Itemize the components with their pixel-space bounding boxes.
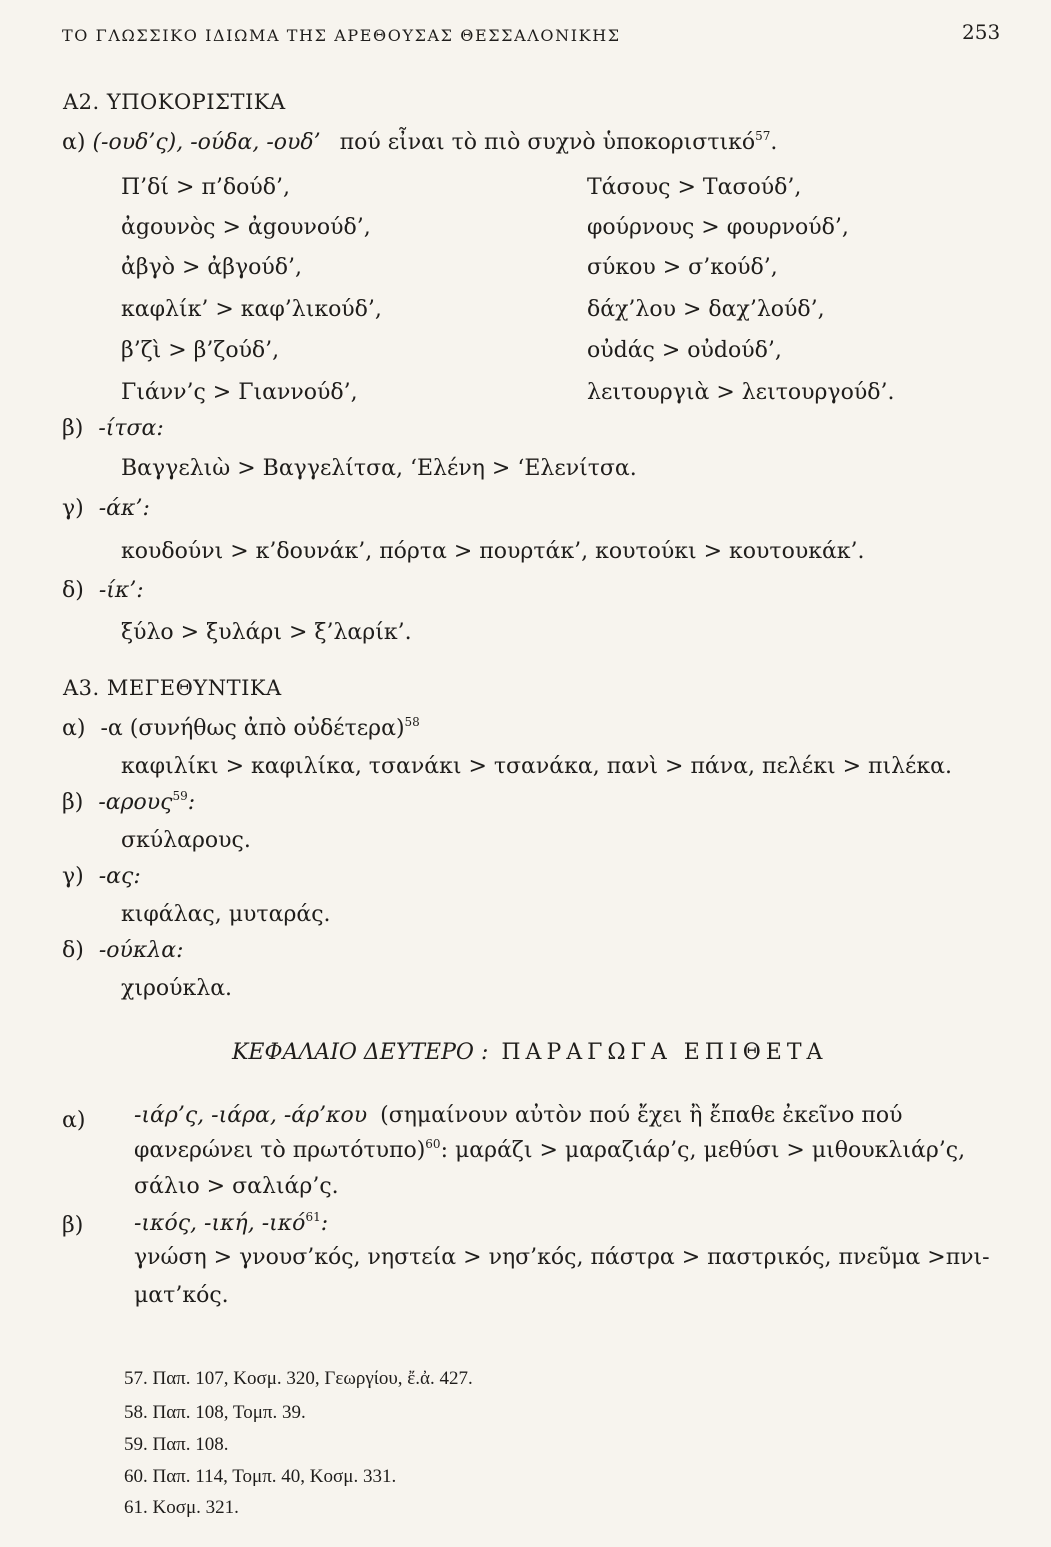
footnote-57: 57. Παπ. 107, Κοσμ. 320, Γεωργίου, ἔ.ἀ. 427. (124, 1368, 473, 1389)
example-right-3: σύκου > σ’κούδ’, (587, 255, 778, 280)
adj-item-b-line1: γνώση > γνουσ’κός, νηστεία > νησ’κός, πάστρα > παστρικός, πνεῦμα >πνι- (134, 1245, 990, 1270)
footnote-ref: 59 (172, 789, 188, 803)
colon: : (320, 1211, 329, 1236)
a2-item-b (62, 416, 164, 441)
a2-item-c-example: κουδούνι > κ’δουνάκ’, πόρτα > πουρτάκ’, κουτούκι > κουτουκάκ’. (121, 539, 865, 564)
a3-item-a-example: καφιλίκι > καφιλίκα, τσανάκι > τσανάκα, πανὶ > πάνα, πελέκι > πιλέκα. (121, 754, 953, 779)
item-label: γ) (62, 864, 84, 889)
chapter-label: ΚΕΦΑΛΑΙΟ ΔΕΥΤΕΡΟ : (232, 1040, 489, 1065)
footnote-ref: 57 (755, 129, 771, 143)
footnote-58: 58. Παπ. 108, Τομπ. 39. (124, 1402, 306, 1423)
suffix: -άκ’: (98, 496, 150, 521)
adj-item-a-line3: σάλιο > σαλιάρ’ς. (134, 1174, 339, 1199)
footnote-ref: 60 (425, 1137, 441, 1151)
adj-item-a-label: α) (62, 1108, 86, 1133)
a2-item-d (62, 578, 144, 603)
a3-item-b-example: σκύλαρους. (121, 828, 251, 853)
footnote-60: 60. Παπ. 114, Τομπ. 40, Κοσμ. 331. (124, 1466, 397, 1487)
example-left-5: β’ζὶ > β’ζούδ’, (121, 338, 280, 363)
line-text: φανερώνει τὸ πρωτότυπο) (134, 1138, 426, 1163)
adj-item-a-line2 (134, 1138, 965, 1163)
a3-item-c-example: κιφάλας, μυταράς. (121, 902, 331, 927)
example-left-1: Π’δί > π’δούδ’, (121, 175, 291, 200)
item-text: -α (συνήθως ἀπὸ οὐδέτερα) (100, 716, 405, 741)
suffix-list: (-ουδ’ς), -ούδα, -ουδ’ (92, 130, 321, 155)
suffix: -ίτσα: (98, 416, 164, 441)
line-text: (σημαίνουν αὐτὸν πού ἔχει ἢ ἔπαθε ἐκεῖνο πού (380, 1103, 903, 1128)
example-left-3: ἀβγὸ > ἀβγούδ’, (121, 255, 302, 280)
suffix: -ούκλα: (98, 938, 184, 963)
suffix: -ίκ’: (98, 578, 144, 603)
a2-item-a (62, 130, 777, 155)
a3-item-b (62, 790, 195, 815)
example-right-2: φούρνους > φουρνούδ’, (587, 215, 849, 240)
item-label: β) (62, 416, 84, 441)
line-text-cont: : μαράζι > μαραζιάρ’ς, μεθύσι > μιθουκλιάρ’ς, (440, 1138, 966, 1163)
item-label: α) (62, 130, 86, 155)
footnote-ref: 61 (305, 1210, 321, 1224)
suffix-list: -ιάρ’ς, -ιάρα, -άρ’κου (134, 1103, 368, 1128)
a3-item-d-example: χιρούκλα. (121, 976, 233, 1001)
item-label: α) (62, 716, 86, 741)
adj-item-b-suffixes (134, 1211, 328, 1236)
item-label: γ) (62, 496, 84, 521)
item-label: δ) (62, 578, 84, 603)
a2-item-c (62, 496, 150, 521)
adj-item-a-line1 (134, 1103, 902, 1128)
example-right-5: οὐdάς > οὐdούδ’, (587, 338, 782, 363)
suffix-list: -ικός, -ική, -ικό (134, 1211, 306, 1236)
period: . (770, 130, 778, 155)
a3-item-c (62, 864, 141, 889)
a3-item-d (62, 938, 184, 963)
example-left-4: καφλίκ’ > καφ’λικούδ’, (121, 297, 382, 322)
example-left-2: ἀgουνὸς > ἀgουνούδ’, (121, 215, 371, 240)
section-heading-a3: Α3. ΜΕΓΕΘΥΝΤΙΚΑ (63, 676, 282, 700)
chapter-title: ΠΑΡΑΓΩΓΑ ΕΠΙΘΕΤΑ (501, 1040, 828, 1065)
chapter-heading (232, 1040, 827, 1065)
example-right-4: δάχ’λου > δαχ’λούδ’, (587, 297, 825, 322)
footnote-ref: 58 (404, 715, 420, 729)
a2-item-b-example: Βαγγελιὼ > Βαγγελίτσα, ‘Ελένη > ‘Ελενίτσα. (121, 456, 637, 481)
a3-item-a (62, 716, 420, 741)
example-right-1: Τάσους > Τασούδ’, (587, 175, 802, 200)
adj-item-b-label: β) (62, 1213, 84, 1238)
suffix: -ας: (98, 864, 141, 889)
example-right-6: λειτουργιὰ > λειτουργούδ’. (587, 380, 895, 405)
a2-item-d-example: ξύλο > ξυλάρι > ξ’λαρίκ’. (121, 620, 412, 645)
adj-item-b-line2: ματ’κός. (134, 1283, 229, 1308)
colon: : (187, 790, 196, 815)
example-left-6: Γιάνν’ς > Γιαννούδ’, (121, 380, 358, 405)
section-heading-a2: Α2. ΥΠΟΚΟΡΙΣΤΙΚΑ (63, 90, 286, 114)
suffix: -αρους (98, 790, 173, 815)
page-number: 253 (962, 20, 1001, 44)
item-text: πού εἶναι τὸ πιὸ συχνὸ ὑποκοριστικό (339, 130, 756, 155)
footnote-59: 59. Παπ. 108. (124, 1434, 229, 1455)
item-label: δ) (62, 938, 84, 963)
footnote-61: 61. Κοσμ. 321. (124, 1497, 239, 1518)
item-label: β) (62, 790, 84, 815)
running-header: ΤΟ ΓΛΩΣΣΙΚΟ ΙΔΙΩΜΑ ΤΗΣ ΑΡΕΘΟΥΣΑΣ ΘΕΣΣΑΛΟΝΙΚΗΣ (62, 26, 621, 45)
